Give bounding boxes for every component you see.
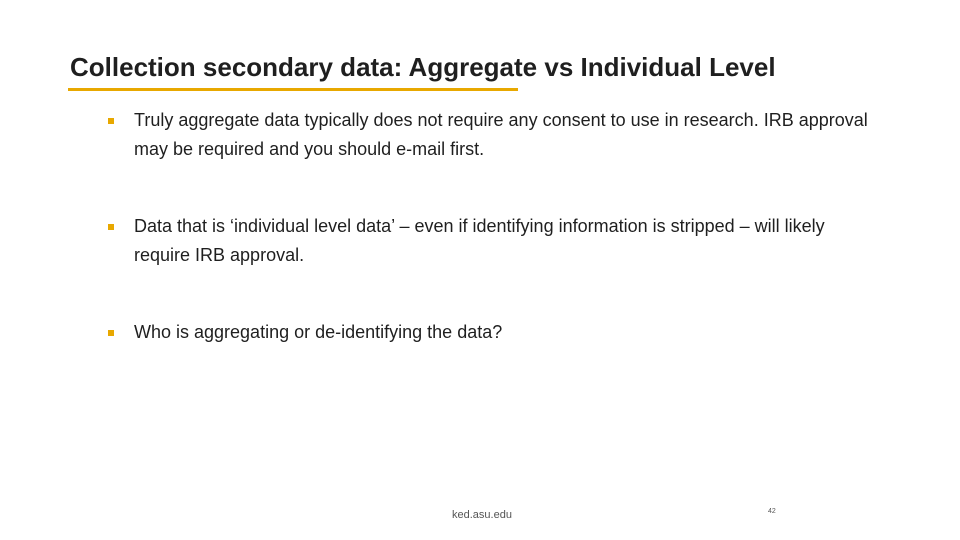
square-bullet-icon [108,224,114,230]
title-underline [68,88,518,91]
bullet-text: Truly aggregate data typically does not require any consent to use in research. IRB approval may be required and you should e-mail first. [134,110,868,159]
page-number: 42 [768,508,776,515]
bullet-list [108,106,868,347]
square-bullet-icon [108,330,114,336]
bullet-item [108,212,868,270]
bullet-text: Data that is ‘individual level data’ – even if identifying information is stripped – will likely require IRB approval. [134,216,825,265]
square-bullet-icon [108,118,114,124]
bullet-item [108,318,868,347]
bullet-text: Who is aggregating or de-identifying the data? [134,322,503,342]
slide-title: Collection secondary data: Aggregate vs Individual Level [70,52,776,82]
bullet-item [108,106,868,164]
footer-url: ked.asu.edu [452,509,512,521]
